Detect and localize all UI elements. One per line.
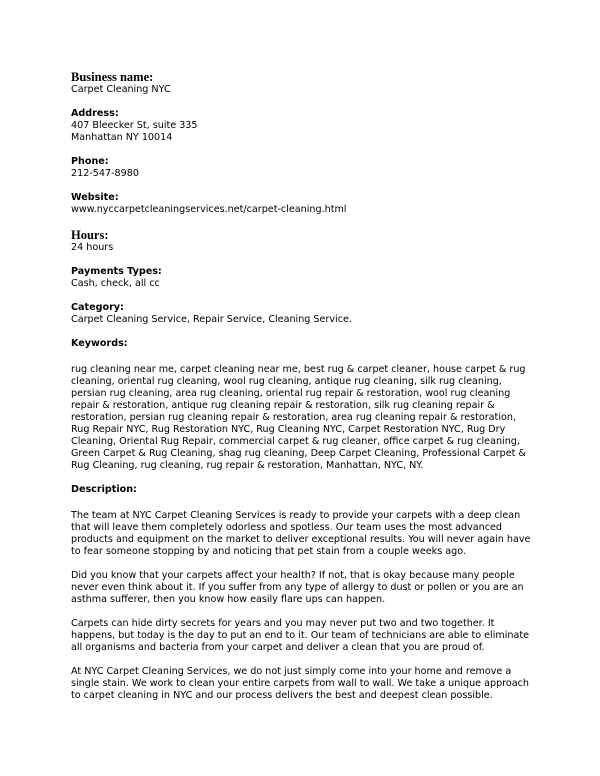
address-section bbox=[71, 108, 531, 144]
keywords-label: Keywords: bbox=[71, 338, 128, 349]
payments-label: Payments Types: bbox=[71, 266, 162, 277]
category-label: Category: bbox=[71, 302, 124, 313]
category-value: Carpet Cleaning Service, Repair Service, Cleaning Service. bbox=[71, 314, 352, 325]
description-paragraph: The team at NYC Carpet Cleaning Services is ready to provide your carpets with a deep clean that will leave them completely odorless and spotless. Our team uses the most advanced products and equipment on the market to deliver exceptional results. You will never again have to fear someone stopping by and noticing that pet stain from a couple weeks ago. bbox=[71, 510, 531, 557]
category-section bbox=[71, 302, 531, 326]
business-name-section bbox=[71, 70, 531, 96]
business-name-label: Business name: bbox=[71, 70, 154, 84]
payments-section bbox=[71, 266, 531, 290]
hours-label: Hours: bbox=[71, 228, 109, 242]
description-paragraph: Carpets can hide dirty secrets for years and you may never put two and two together. It happens, but today is the day to put an end to it. Our team of technicians are able to eliminate all organisms and bacteria from your carpet and deliver a clean that you are proud of. bbox=[71, 618, 530, 653]
address-label: Address: bbox=[71, 108, 119, 119]
hours-section bbox=[71, 228, 531, 254]
phone-label: Phone: bbox=[71, 156, 109, 167]
phone-section bbox=[71, 156, 531, 180]
business-name-value: Carpet Cleaning NYC bbox=[71, 84, 171, 95]
address-line-1: 407 Bleecker St, suite 335 bbox=[71, 120, 198, 131]
document-page bbox=[71, 70, 531, 714]
website-section bbox=[71, 192, 531, 216]
keywords-text: rug cleaning near me, carpet cleaning near me, best rug & carpet cleaner, house carpet & rug cleaning, oriental rug cleaning, wool rug cleaning, antique rug cleaning, silk rug cleaning, persian rug cleaning, area rug cleaning, oriental rug repair & restoration, wool rug cleaning repair & restoration, antique rug cleaning repair & restoration, silk rug cleaning repair & restoration, persian rug cleaning repair & restoration, area rug cleaning repair & restoration, Rug Repair NYC, Rug Restoration NYC, Rug Cleaning NYC, Carpet Restoration NYC, Rug Dry Cleaning, Oriental Rug Repair, commercial carpet & rug cleaner, office carpet & rug cleaning, Green Carpet & Rug Cleaning, shag rug cleaning, Deep Carpet Cleaning, Professional Carpet & Rug Cleaning, rug cleaning, rug repair & restoration, Manhattan, NYC, NY. bbox=[71, 364, 526, 471]
keywords-section bbox=[71, 338, 531, 472]
website-value: www.nyccarpetcleaningservices.net/carpet-cleaning.html bbox=[71, 204, 347, 215]
description-paragraph: At NYC Carpet Cleaning Services, we do not just simply come into your home and remove a single stain. We work to clean your entire carpets from wall to wall. We take a unique approach to carpet cleaning in NYC and our process delivers the best and deepest clean possible. bbox=[71, 666, 529, 701]
phone-value: 212-547-8980 bbox=[71, 168, 139, 179]
payments-value: Cash, check, all cc bbox=[71, 278, 160, 289]
description-label: Description: bbox=[71, 484, 137, 495]
description-section bbox=[71, 484, 531, 702]
description-paragraph: Did you know that your carpets affect your health? If not, that is okay because many people never even think about it. If you suffer from any type of allergy to dust or pollen or you are an asthma sufferer, then you know how easily flare ups can happen. bbox=[71, 570, 524, 605]
hours-value: 24 hours bbox=[71, 242, 114, 253]
address-line-2: Manhattan NY 10014 bbox=[71, 132, 173, 143]
website-label: Website: bbox=[71, 192, 119, 203]
